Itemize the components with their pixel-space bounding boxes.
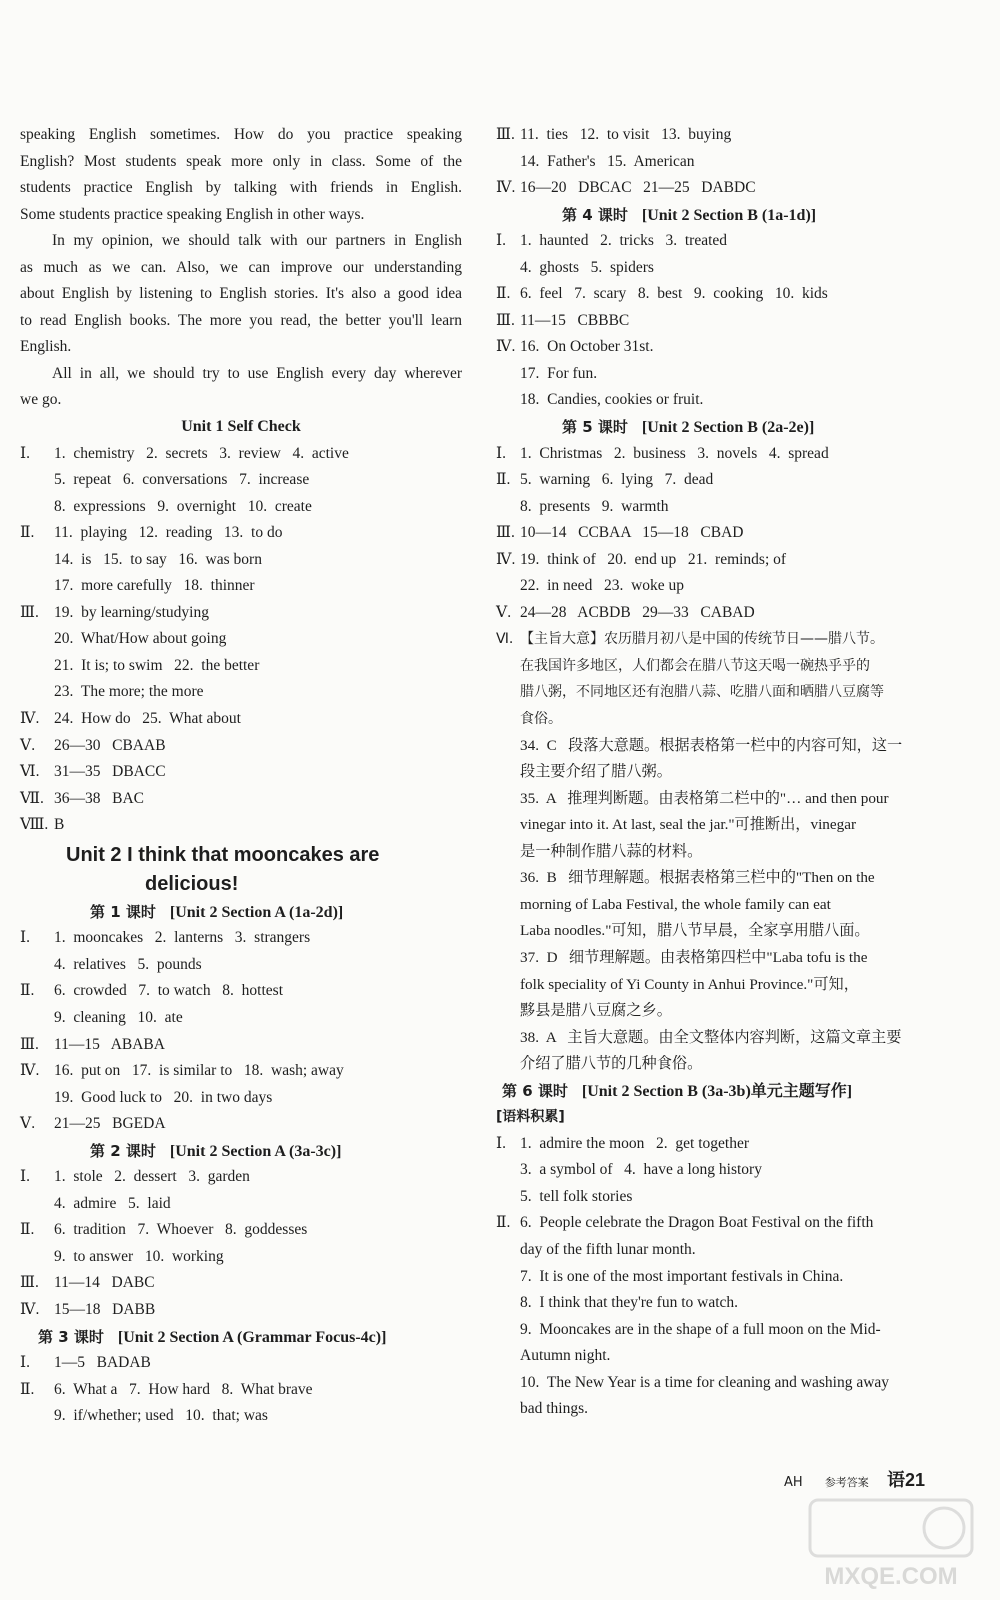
lesson6-answers	[496, 1131, 928, 1423]
section-marker: Ⅳ.	[496, 550, 516, 568]
answer-line	[20, 1377, 462, 1404]
answer-line	[20, 1111, 462, 1138]
section-marker: Ⅲ.	[496, 311, 515, 329]
section-marker: Ⅵ.	[20, 763, 40, 781]
answer-text: 1. admire the moon 2. get together	[520, 1134, 749, 1152]
explanation-line	[496, 786, 928, 813]
section-marker: Ⅳ.	[20, 1300, 40, 1318]
answer-line	[20, 467, 462, 494]
answer-line	[496, 1237, 928, 1264]
answer-text: 21—25 BGEDA	[54, 1115, 166, 1133]
lesson3-answers	[20, 1350, 462, 1430]
answer-text: 19. think of 20. end up 21. reminds; of	[520, 550, 787, 568]
answer-line	[496, 600, 928, 627]
answer-line	[496, 1210, 928, 1237]
main-idea-text: 腊八粥，不同地区还有泡腊八蒜、吃腊八面和晒腊八豆腐等	[520, 684, 884, 701]
answer-line	[20, 626, 462, 653]
explanation-line	[496, 892, 928, 919]
answer-text: 14. Father's 15. American	[520, 152, 695, 170]
answer-text: 11—15 ABABA	[54, 1035, 165, 1053]
answer-line	[20, 952, 462, 979]
main-idea-line	[496, 653, 928, 680]
answer-line	[496, 1131, 928, 1158]
section-marker: Ⅲ.	[20, 603, 39, 621]
answer-line	[496, 281, 928, 308]
self-check-answers	[20, 441, 462, 839]
lesson3-label: 第 3 课时	[38, 1327, 104, 1346]
answer-line	[496, 308, 928, 335]
answer-text: 3. a symbol of 4. have a long history	[520, 1161, 762, 1179]
section-marker: Ⅱ.	[496, 471, 511, 489]
answer-text: 11—15 CBBBC	[520, 311, 630, 329]
section-marker: Ⅱ.	[496, 285, 511, 303]
explanation-line	[496, 972, 928, 999]
explanation-line	[496, 945, 928, 972]
page-footer	[784, 1466, 925, 1492]
lesson2-answers	[20, 1164, 462, 1323]
answer-line	[496, 387, 928, 414]
answer-line	[496, 122, 928, 149]
answer-text: 19. Good luck to 20. in two days	[54, 1088, 273, 1106]
answer-line	[20, 679, 462, 706]
answer-text: 7. It is one of the most important festivals in China.	[520, 1267, 844, 1285]
explanation-text: Laba noodles."可知，腊八节早晨，全家享用腊八面。	[520, 922, 870, 940]
main-idea-line	[496, 706, 928, 733]
answer-text: 5. warning 6. lying 7. dead	[520, 471, 714, 489]
answer-line	[20, 1032, 462, 1059]
answer-line	[496, 1264, 928, 1291]
section-marker: Ⅰ.	[20, 1168, 30, 1186]
answer-line	[20, 1350, 462, 1377]
answer-text: 10—14 CCBAA 15—18 CBAD	[520, 524, 744, 542]
answer-line	[496, 361, 928, 388]
answer-line	[496, 494, 928, 521]
answer-text: 4. ghosts 5. spiders	[520, 258, 654, 276]
lesson5-answers	[496, 441, 928, 627]
explanations	[496, 733, 928, 1078]
section-marker: Ⅱ.	[496, 1214, 511, 1232]
answer-text: 10. The New Year is a time for cleaning and washing away	[520, 1373, 890, 1391]
answer-text: 5. repeat 6. conversations 7. increase	[54, 471, 310, 489]
answer-text: 24—28 ACBDB 29—33 CABAD	[520, 603, 755, 621]
section-marker: Ⅰ.	[20, 1354, 30, 1372]
answer-text: 4. relatives 5. pounds	[54, 955, 202, 973]
answer-line	[20, 653, 462, 680]
answer-text: 14. is 15. to say 16. was born	[54, 550, 262, 568]
answer-text: 8. expressions 9. overnight 10. create	[54, 497, 312, 515]
section-marker: Ⅱ.	[20, 982, 35, 1000]
section-marker: Ⅲ.	[496, 524, 515, 542]
answer-text: 9. to answer 10. working	[54, 1247, 224, 1265]
footer-label: 参考答案	[824, 1476, 869, 1489]
answer-text: 31—35 DBACC	[54, 763, 166, 781]
explanation-text: morning of Laba Festival, the whole family can eat	[520, 895, 831, 913]
explanation-line	[496, 812, 928, 839]
explanation-text: 37. D 细节理解题。由表格第四栏中"Laba tofu is the	[520, 948, 868, 966]
answer-line	[496, 1317, 928, 1344]
watermark-logo	[806, 1496, 976, 1592]
answer-line	[496, 520, 928, 547]
explanation-text: 黟县是腊八豆腐之乡。	[520, 1002, 672, 1020]
answer-text: 17. more carefully 18. thinner	[54, 577, 255, 595]
answer-line	[496, 1370, 928, 1397]
lesson6-title	[496, 1078, 928, 1105]
explanation-line	[496, 759, 928, 786]
answer-line	[496, 547, 928, 574]
lesson3-title	[20, 1324, 462, 1351]
answer-text: 6. tradition 7. Whoever 8. goddesses	[54, 1221, 308, 1239]
answer-text: 11—14 DABC	[54, 1274, 155, 1292]
answer-text: 1. Christmas 2. business 3. novels 4. spread	[520, 444, 829, 462]
lesson2-title	[20, 1138, 462, 1165]
answer-line	[496, 1343, 928, 1370]
explanation-line	[496, 1025, 928, 1052]
answer-line	[20, 1191, 462, 1218]
section-marker: Ⅶ.	[20, 789, 44, 807]
answer-text: 11. playing 12. reading 13. to do	[54, 524, 283, 542]
answer-text: 19. by learning/studying	[54, 603, 209, 621]
section-marker: Ⅲ.	[20, 1274, 39, 1292]
essay-line: we go.	[20, 391, 62, 409]
answer-line	[20, 786, 462, 813]
answer-line	[20, 1244, 462, 1271]
explanation-text: 36. B 细节理解题。根据表格第三栏中的"Then on the	[520, 869, 875, 887]
main-idea	[496, 626, 928, 732]
answer-text: 9. Mooncakes are in the shape of a full moon on the Mid-	[520, 1320, 881, 1338]
section-marker: Ⅵ.	[496, 631, 514, 648]
section-marker: Ⅳ.	[496, 338, 516, 356]
essay-line: as much as we can. Also, we can improve our understanding	[20, 258, 462, 276]
answer-line	[496, 573, 928, 600]
answer-line	[20, 1058, 462, 1085]
answer-text: 16—20 DBCAC 21—25 DABDC	[520, 179, 756, 197]
footer-code: AH	[784, 1475, 803, 1490]
lesson1-answers	[20, 925, 462, 1137]
explanation-line	[496, 1051, 928, 1078]
answer-text: 1—5 BADAB	[54, 1354, 151, 1372]
answer-line	[496, 1157, 928, 1184]
answer-line	[20, 600, 462, 627]
unit2-title-line2: delicious!	[145, 872, 239, 895]
explanation-text: vinegar into it. At last, seal the jar."可推断出，vinegar	[520, 816, 857, 834]
answer-text: 15—18 DABB	[54, 1300, 156, 1318]
section-marker: Ⅰ.	[496, 444, 506, 462]
main-idea-line	[496, 679, 928, 706]
answer-line	[496, 467, 928, 494]
page-number: 语21	[886, 1470, 925, 1490]
explanation-line	[496, 839, 928, 866]
answer-text: 8. presents 9. warmth	[520, 497, 669, 515]
explanation-text: 段主要介绍了腊八粥。	[520, 763, 672, 781]
answer-line	[20, 1297, 462, 1324]
explanation-line	[496, 918, 928, 945]
lesson1-title	[20, 899, 462, 926]
lesson4-label: 第 4 课时	[562, 205, 628, 224]
section-marker: Ⅱ.	[20, 524, 35, 542]
watermark-text: MXQE.COM	[824, 1563, 958, 1590]
watermark-circle	[924, 1508, 964, 1548]
answer-text: 20. What/How about going	[54, 630, 227, 648]
section-marker: Ⅳ.	[496, 179, 516, 197]
answer-text: B	[54, 816, 65, 834]
answer-text: 24. How do 25. What about	[54, 710, 241, 728]
answer-text: 1. chemistry 2. secrets 3. review 4. active	[54, 444, 349, 462]
answer-line	[20, 733, 462, 760]
lesson5-section: [Unit 2 Section B (2a-2e)]	[641, 419, 815, 437]
answer-text: 36—38 BAC	[54, 789, 144, 807]
right-column	[496, 122, 928, 1423]
main-idea-text: 在我国许多地区，人们都会在腊八节这天喝一碗热乎乎的	[520, 657, 870, 674]
answer-line	[20, 706, 462, 733]
answer-text: day of the fifth lunar month.	[520, 1240, 696, 1258]
answer-line	[20, 925, 462, 952]
answer-line	[496, 228, 928, 255]
main-idea-text: 【主旨大意】农历腊月初八是中国的传统节日——腊八节。	[520, 631, 884, 648]
essay	[20, 122, 462, 414]
answer-text: 6. feel 7. scary 8. best 9. cooking 10. kids	[520, 285, 828, 303]
essay-line: about English by listening to English stories. It's also a good idea	[20, 285, 462, 303]
answer-line	[496, 1290, 928, 1317]
lesson4-section: [Unit 2 Section B (1a-1d)]	[641, 206, 817, 224]
lesson2-section: [Unit 2 Section A (3a-3c)]	[169, 1142, 342, 1160]
self-check-title: Unit 1 Self Check	[181, 418, 301, 436]
left-column	[20, 122, 462, 1430]
answer-line	[496, 1184, 928, 1211]
answer-text: Autumn night.	[520, 1347, 611, 1365]
section-marker: Ⅲ.	[20, 1035, 39, 1053]
lesson4-title	[496, 202, 928, 229]
section-marker: Ⅰ.	[496, 232, 506, 250]
essay-line: speaking English sometimes. How do you practice speaking	[20, 126, 462, 143]
answer-line	[20, 1164, 462, 1191]
answer-text: 16. put on 17. is similar to 18. wash; away	[54, 1062, 344, 1080]
essay-line: students practice English by talking with friends in English.	[20, 179, 462, 197]
section-marker: Ⅳ.	[20, 710, 40, 728]
essay-line: Some students practice speaking English in other ways.	[20, 205, 365, 223]
answer-line	[496, 1396, 928, 1423]
answer-line	[20, 494, 462, 521]
answer-line	[496, 334, 928, 361]
answer-line	[20, 1403, 462, 1430]
answer-text: 11. ties 12. to visit 13. buying	[520, 126, 732, 143]
answer-line	[496, 149, 928, 176]
explanation-text: 38. A 主旨大意题。由全文整体内容判断，这篇文章主要	[520, 1028, 902, 1046]
answer-line	[20, 978, 462, 1005]
answer-text: 26—30 CBAAB	[54, 736, 166, 754]
answer-text: 18. Candies, cookies or fruit.	[520, 391, 704, 409]
answer-text: 6. What a 7. How hard 8. What brave	[54, 1380, 313, 1398]
section-marker: Ⅴ.	[20, 736, 36, 754]
essay-line: In my opinion, we should talk with our partners in English	[52, 232, 462, 250]
answer-line	[20, 1085, 462, 1112]
lesson2-label: 第 2 课时	[90, 1141, 156, 1160]
answer-line	[20, 573, 462, 600]
answer-text: 1. haunted 2. tricks 3. treated	[520, 232, 728, 250]
answer-text: 6. People celebrate the Dragon Boat Festival on the fifth	[520, 1214, 874, 1232]
answer-text: 4. admire 5. laid	[54, 1194, 171, 1212]
lesson6-label: 第 6 课时	[502, 1081, 568, 1100]
lesson6-section: [Unit 2 Section B (3a-3b)单元主题写作]	[581, 1082, 853, 1100]
lesson5-label: 第 5 课时	[562, 418, 628, 437]
answer-text: 23. The more; the more	[54, 683, 204, 701]
main-idea-text: 食俗。	[520, 711, 562, 728]
answer-line	[20, 547, 462, 574]
lesson4-answers	[496, 228, 928, 414]
answer-text: 22. in need 23. woke up	[520, 577, 685, 595]
lesson3-section: [Unit 2 Section A (Grammar Focus-4c)]	[117, 1328, 387, 1346]
answer-text: 1. stole 2. dessert 3. garden	[54, 1168, 250, 1186]
section-marker: Ⅰ.	[20, 929, 30, 947]
unit2-title	[20, 841, 462, 899]
section-marker: Ⅱ.	[20, 1380, 35, 1398]
section-marker: Ⅳ.	[20, 1062, 40, 1080]
answer-line	[20, 520, 462, 547]
section-marker: Ⅴ.	[20, 1115, 36, 1133]
explanation-line	[496, 998, 928, 1025]
unit2-title-line1: Unit 2 I think that mooncakes are	[66, 843, 380, 866]
answer-text: 5. tell folk stories	[520, 1187, 633, 1205]
explanation-text: 35. A 推理判断题。由表格第二栏中的"… and then pour	[520, 789, 889, 807]
answer-line	[20, 1270, 462, 1297]
lesson1-section: [Unit 2 Section A (1a-2d)]	[169, 903, 344, 921]
explanation-text: 介绍了腊八节的几种食俗。	[520, 1055, 703, 1073]
answer-line	[496, 441, 928, 468]
answer-line	[20, 1005, 462, 1032]
answer-line	[20, 759, 462, 786]
section-marker: Ⅰ.	[20, 444, 30, 462]
essay-line: All in all, we should try to use English every day wherever	[52, 364, 462, 382]
answer-line	[20, 812, 462, 839]
answer-text: 17. For fun.	[520, 364, 598, 382]
section-marker: Ⅰ.	[496, 1134, 506, 1152]
explanation-text: 是一种制作腊八蒜的材料。	[520, 842, 703, 860]
lesson1-label: 第 1 课时	[90, 902, 156, 921]
explanation-line	[496, 865, 928, 892]
answer-text: 16. On October 31st.	[520, 338, 654, 356]
answer-text: 1. mooncakes 2. lanterns 3. strangers	[54, 929, 311, 947]
section-marker: Ⅱ.	[20, 1221, 35, 1239]
essay-line: English? Most students speak more only in class. Some of the	[20, 152, 462, 170]
continued-answers	[496, 122, 928, 202]
answer-line	[20, 441, 462, 468]
section-marker: Ⅷ.	[20, 816, 49, 834]
answer-line	[496, 255, 928, 282]
answer-line	[496, 175, 928, 202]
corpus-tag: [语料积累]	[496, 1109, 565, 1126]
answer-text: 9. cleaning 10. ate	[54, 1008, 183, 1026]
answer-text: bad things.	[520, 1400, 589, 1418]
section-marker: Ⅴ.	[496, 603, 512, 621]
essay-line: to read English books. The more you read, the better you'll learn	[20, 311, 462, 329]
lesson5-title	[496, 414, 928, 441]
main-idea-line	[496, 626, 928, 653]
answer-text: 9. if/whether; used 10. that; was	[54, 1407, 268, 1425]
answer-line	[20, 1217, 462, 1244]
answer-text: 8. I think that they're fun to watch.	[520, 1294, 739, 1312]
section-marker: Ⅲ.	[496, 126, 515, 143]
explanation-text: folk speciality of Yi County in Anhui Province."可知，	[520, 975, 859, 993]
essay-line: English.	[20, 338, 72, 356]
explanation-line	[496, 733, 928, 760]
answer-text: 21. It is; to swim 22. the better	[54, 656, 260, 674]
answer-text: 6. crowded 7. to watch 8. hottest	[54, 982, 284, 1000]
explanation-text: 34. C 段落大意题。根据表格第一栏中的内容可知，这一	[520, 736, 903, 754]
